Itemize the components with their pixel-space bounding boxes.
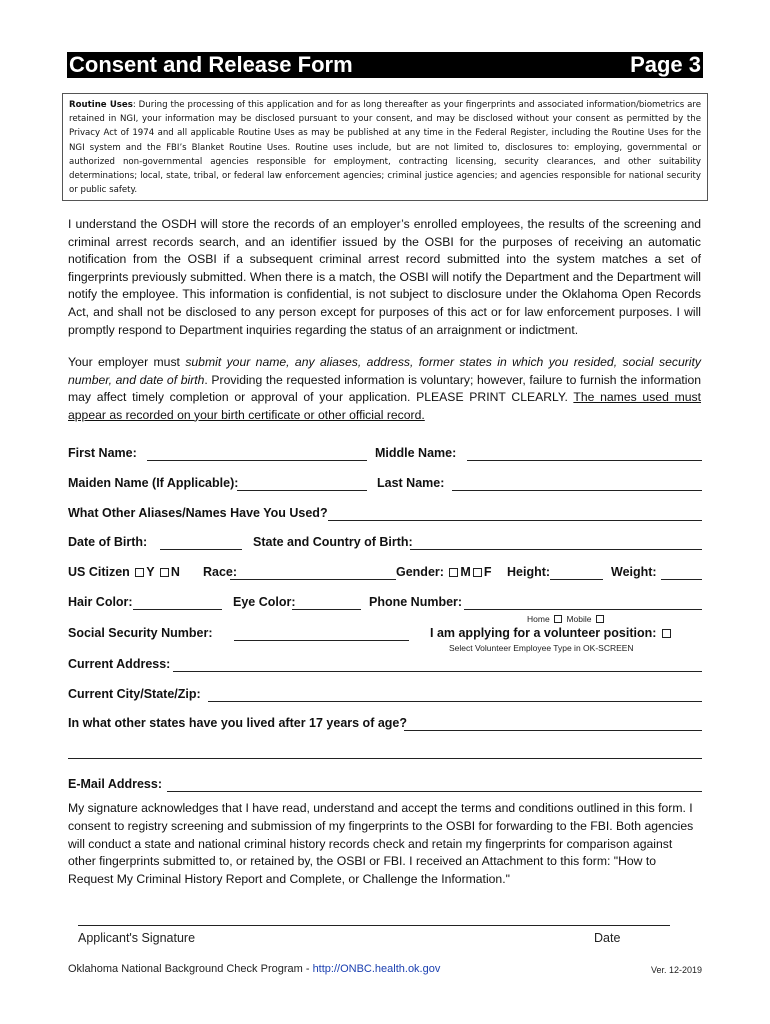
current-city-field[interactable] bbox=[208, 701, 702, 702]
phone-mobile-label: Mobile bbox=[566, 614, 592, 624]
current-address-label: Current Address: bbox=[68, 657, 171, 671]
citizen-no-checkbox[interactable] bbox=[160, 568, 169, 577]
volunteer-group bbox=[430, 626, 673, 640]
other-states-field-continued[interactable] bbox=[68, 758, 702, 759]
signature-acknowledgement-paragraph: My signature acknowledges that I have read, understand and accept the terms and conditions outlined in this form. I consent to registry screening and submission of my fingerprints to the OSBI for forwarding to the FBI. Both agencies will conduct a state and national criminal history records check and retain my fingerprints for comparison against other fingerprints submitted to, or retained by, the OSBI or FBI. I received an Attachment to this form: "How to Request My Criminal History Report and Complete, or Challenge the Information." bbox=[68, 801, 694, 887]
date-label: Date bbox=[594, 931, 621, 945]
us-citizen-label: US Citizen bbox=[68, 565, 130, 579]
routine-uses-label: Routine Uses bbox=[69, 100, 133, 110]
eye-color-label: Eye Color: bbox=[233, 595, 296, 609]
us-citizen-group bbox=[68, 565, 180, 579]
phone-field[interactable] bbox=[464, 609, 702, 610]
other-states-label: In what other states have you lived after 17 years of age? bbox=[68, 716, 408, 730]
phone-home-label: Home bbox=[527, 614, 550, 624]
height-label: Height: bbox=[507, 565, 551, 579]
first-name-label: First Name: bbox=[68, 446, 137, 460]
hair-color-label: Hair Color: bbox=[68, 595, 133, 609]
p2-underlined: The names used must appear as recorded on your birth certificate or other official record. bbox=[68, 390, 702, 422]
last-name-label: Last Name: bbox=[377, 476, 445, 490]
gender-male-label: M bbox=[460, 565, 471, 579]
phone-mobile-checkbox[interactable] bbox=[596, 615, 604, 623]
ssn-label: Social Security Number: bbox=[68, 626, 213, 640]
maiden-name-field[interactable] bbox=[237, 490, 367, 491]
volunteer-checkbox[interactable] bbox=[662, 629, 671, 638]
osdh-records-paragraph: I understand the OSDH will store the records of an employer’s enrolled employees, the results of the screening and criminal arrest records search, and an identifier issued by the OSBI for the purposes of receiving an automatic notification from the OSBI if a subsequent criminal arrest record submitted into the system matches a set of fingerprints previously submitted. When there is a match, the OSBI will notify the Department and the Department will notify the employee. This information is confidential, is not subject to disclosure under the Oklahoma Open Records Act, and shall not be disclosed to any person except for purposes of this act or for law enforcement purposes. I will promptly respond to Department inquiries regarding the status of an arraignment or indictment. bbox=[68, 217, 701, 337]
race-label: Race: bbox=[203, 565, 238, 579]
form-title: Consent and Release Form bbox=[69, 52, 353, 77]
maiden-name-label: Maiden Name (If Applicable): bbox=[68, 476, 239, 490]
phone-type-group bbox=[527, 614, 606, 624]
middle-name-field[interactable] bbox=[467, 460, 702, 461]
signature-line[interactable] bbox=[78, 925, 670, 926]
routine-uses-box bbox=[62, 93, 708, 201]
applicant-signature-label: Applicant's Signature bbox=[78, 931, 196, 945]
volunteer-note: Select Volunteer Employee Type in OK-SCREEN bbox=[449, 643, 634, 653]
aliases-label: What Other Aliases/Names Have You Used? bbox=[68, 506, 328, 520]
weight-label: Weight: bbox=[611, 565, 657, 579]
hair-color-field[interactable] bbox=[133, 609, 222, 610]
employer-requirements-paragraph bbox=[68, 354, 701, 424]
other-states-field[interactable] bbox=[404, 730, 702, 731]
p2-middle: . Providing the requested information is voluntary; however, failure to furnish the information may affect timely completion or approval of your application. PLEASE PRINT CLEARLY. bbox=[68, 372, 701, 405]
first-name-field[interactable] bbox=[147, 460, 367, 461]
form-header bbox=[67, 52, 703, 78]
birth-place-field[interactable] bbox=[410, 549, 702, 550]
gender-female-checkbox[interactable] bbox=[473, 568, 482, 577]
routine-uses-text: : During the processing of this application and for as long thereafter as your fingerprints and associated information/biometrics are retained in NGI, your information may be disclosed pursuant to your consent, and may be disclosed without your consent as permitted by the Privacy Act of 1974 and all applicable Routine Uses as may be published at any time in the Federal Register, including the Routine Uses for the NGI system and the FBI’s Blanket Routine Uses. Routine uses include, but are not limited to, disclosures to: employing, governmental or authorized non-governmental agencies responsible for employment, contracting licensing, security clearances, and other suitability determinations; local, state, tribal, or federal law enforcement agencies; criminal justice agencies; and agencies responsible for national security or public safety. bbox=[69, 100, 701, 196]
gender-female-label: F bbox=[483, 565, 492, 579]
version-label: Ver. 12-2019 bbox=[650, 965, 702, 975]
race-field[interactable] bbox=[230, 579, 396, 580]
current-address-field[interactable] bbox=[173, 671, 702, 672]
p2-italic: submit your name, any aliases, address, former states in which you resided, social security number, and date of birth bbox=[68, 355, 701, 387]
citizen-no-label: N bbox=[170, 565, 180, 579]
current-city-label: Current City/State/Zip: bbox=[68, 687, 201, 701]
gender-male-checkbox[interactable] bbox=[449, 568, 458, 577]
ssn-field[interactable] bbox=[234, 640, 409, 641]
email-label: E-Mail Address: bbox=[68, 777, 163, 791]
citizen-yes-checkbox[interactable] bbox=[135, 568, 144, 577]
footer bbox=[68, 963, 440, 975]
aliases-field[interactable] bbox=[328, 520, 702, 521]
dob-label: Date of Birth: bbox=[68, 535, 148, 549]
birth-place-label: State and Country of Birth: bbox=[253, 535, 413, 549]
page-number: Page 3 bbox=[630, 52, 701, 77]
gender-label: Gender: bbox=[396, 565, 444, 579]
weight-field[interactable] bbox=[661, 579, 702, 580]
middle-name-label: Middle Name: bbox=[375, 446, 457, 460]
email-field[interactable] bbox=[167, 791, 702, 792]
dob-field[interactable] bbox=[160, 549, 242, 550]
phone-home-checkbox[interactable] bbox=[554, 615, 562, 623]
height-field[interactable] bbox=[550, 579, 603, 580]
footer-program: Oklahoma National Background Check Program - bbox=[68, 963, 313, 975]
eye-color-field[interactable] bbox=[292, 609, 361, 610]
p2-intro: Your employer must bbox=[68, 355, 186, 369]
citizen-yes-label: Y bbox=[146, 565, 155, 579]
gender-group bbox=[396, 565, 491, 579]
volunteer-label: I am applying for a volunteer position: bbox=[430, 626, 657, 640]
last-name-field[interactable] bbox=[452, 490, 702, 491]
phone-label: Phone Number: bbox=[369, 595, 463, 609]
footer-link[interactable]: http://ONBC.health.ok.gov bbox=[312, 963, 441, 975]
